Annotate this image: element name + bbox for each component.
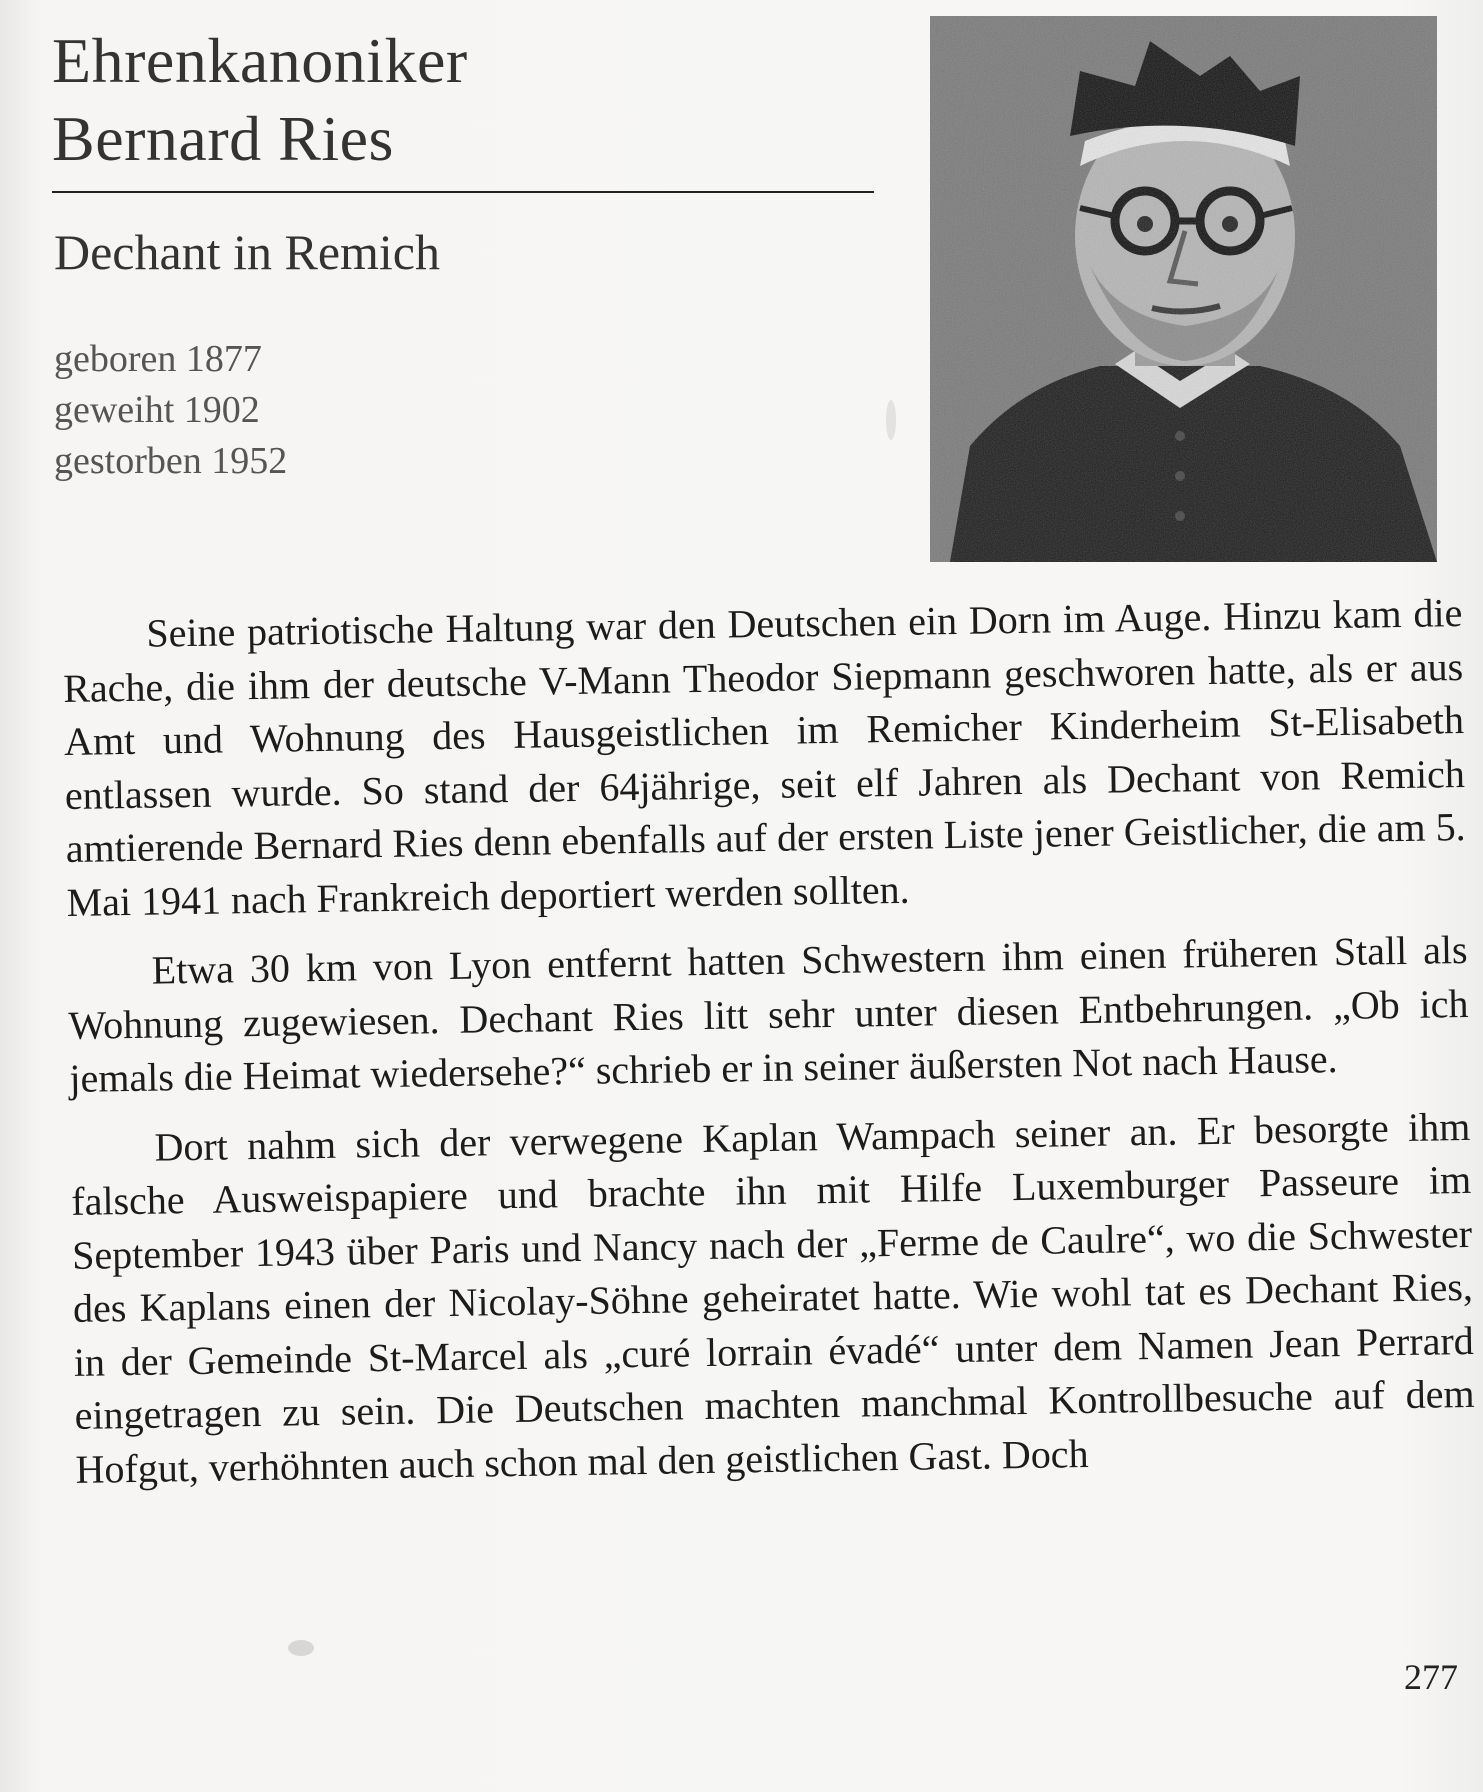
page-number: 277: [1404, 1657, 1458, 1697]
portrait-photo-icon: [930, 16, 1437, 562]
vital-born: geboren 1877: [54, 338, 262, 380]
paragraph-3: Dort nahm sich der verwegene Kaplan Wampach seiner an. Er besorgte ihm falsche Ausweispapiere und brachte ihn mit Hilfe Luxemburger Passeure im September 1943 über Paris und Nancy nach der „Ferme de Caulre“, wo die Schwester des Kaplans einen der Nicolay-Söhne geheiratet hatte. Wie wohl tat es Dechant Ries, in der Gemeinde St-Marcel als „curé lorrain évadé“ unter dem Namen Jean Perrard eingetragen zu sein. Die Deutschen machten manchmal Kontrollbesuche auf dem Hofgut, verhöhnten auch schon mal den geistlichen Gast. Doch: [70, 1103, 1475, 1492]
vital-died: gestorben 1952: [54, 440, 288, 482]
page-title: [52, 22, 468, 178]
article-body: [62, 586, 1476, 1512]
title-line-1: Ehrenkanoniker: [52, 25, 468, 96]
paper-smudge: [886, 400, 896, 440]
vitals-list: [54, 334, 287, 487]
title-line-2: Bernard Ries: [52, 103, 394, 174]
subtitle: Dechant in Remich: [54, 224, 440, 280]
paragraph-1: Seine patriotische Haltung war den Deutschen ein Dorn im Auge. Hinzu kam die Rache, die ihm der deutsche V-Mann Theodor Siepmann geschworen hatte, als er aus Amt und Wohnung des Hausgeistlichen im Remicher Kinderheim St-Elisabeth entlassen wurde. So stand der 64jährige, seit elf Jahren als Dechant von Remich amtierende Bernard Ries denn ebenfalls auf der ersten Liste jener Geistlicher, die am 5. Mai 1941 nach Frankreich deportiert werden sollten.: [62, 590, 1466, 925]
vital-ordained: geweiht 1902: [54, 389, 260, 431]
paragraph-2: Etwa 30 km von Lyon entfernt hatten Schwestern ihm einen früheren Stall als Wohnung zugewiesen. Dechant Ries litt sehr unter diesen Entbehrungen. „Ob ich jemals die Heimat wiedersehe?“ schrieb er in seiner äußersten Not nach Hause.: [68, 926, 1469, 1101]
paper-smudge: [288, 1640, 314, 1656]
portrait-photo: [930, 16, 1437, 562]
title-divider: [52, 191, 874, 193]
